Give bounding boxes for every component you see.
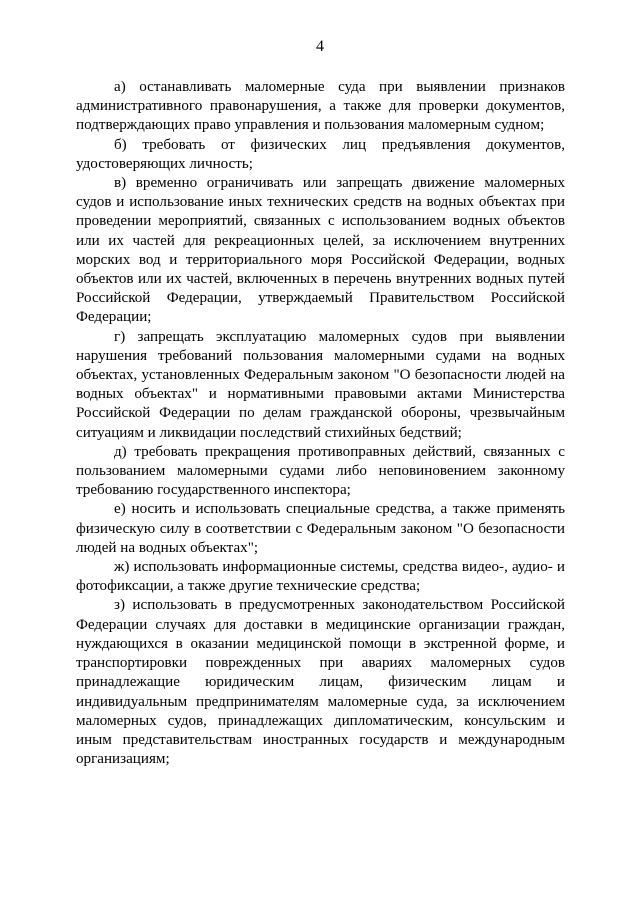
paragraph-e: е) носить и использовать специальные средства, а также применять физическую силу в соответствии с Федеральным законом "О безопасности людей на водных объектах";	[76, 501, 565, 556]
paragraph-d: д) требовать прекращения противоправных действий, связанных с пользованием маломерными судами либо неповиновением законному требованию государственного инспектора;	[76, 443, 565, 499]
paragraph-z: з) использовать в предусмотренных законодательством Российской Федерации случаях для доставки в медицинские организации граждан, нуждающихся в оказании медицинской помощи в экстренной форме, и транспортировки поврежденных при авариях маломерных судов принадлежащие юридическим лицам, физическим лицам и индивидуальным предпринимателям маломерные суда, за исключением маломерных судов, принадлежащих дипломатическим, консульским и иным представительствам иностранных государств и международным организациям;	[76, 597, 565, 768]
paragraph-a: а) останавливать маломерные суда при выявлении признаков административного правонарушения, а также для проверки документов, подтверждающих право управления и пользования маломерным судном;	[76, 79, 565, 134]
paragraph-b: б) требовать от физических лиц предъявления документов, удостоверяющих личность;	[76, 136, 565, 172]
paragraph-zh: ж) использовать информационные системы, средства видео-, аудио- и фотофиксации, а также другие технические средства;	[76, 559, 565, 595]
paragraph-v: в) временно ограничивать или запрещать движение маломерных судов и использование иных технических средств на водных объектах при проведении мероприятий, связанных с использованием водных объектов или их частей для рекреационных целей, за исключением внутренних морских вод и территориального моря Российской Федерации, водных объектов или их частей, включенных в перечень внутренних водных путей Российской Федерации, утверждаемый Правительством Российской Федерации;	[76, 175, 565, 326]
paragraph-g: г) запрещать эксплуатацию маломерных судов при выявлении нарушения требований пользования маломерными судами на водных объектах, установленных Федеральным законом "О безопасности людей на водных объектах" и нормативными правовыми актами Министерства Российской Федерации по делам гражданской обороны, чрезвычайным ситуациям и ликвидации последствий стихийных бедствий;	[76, 328, 565, 441]
page-number: 4	[316, 38, 324, 55]
document-body	[76, 78, 565, 769]
